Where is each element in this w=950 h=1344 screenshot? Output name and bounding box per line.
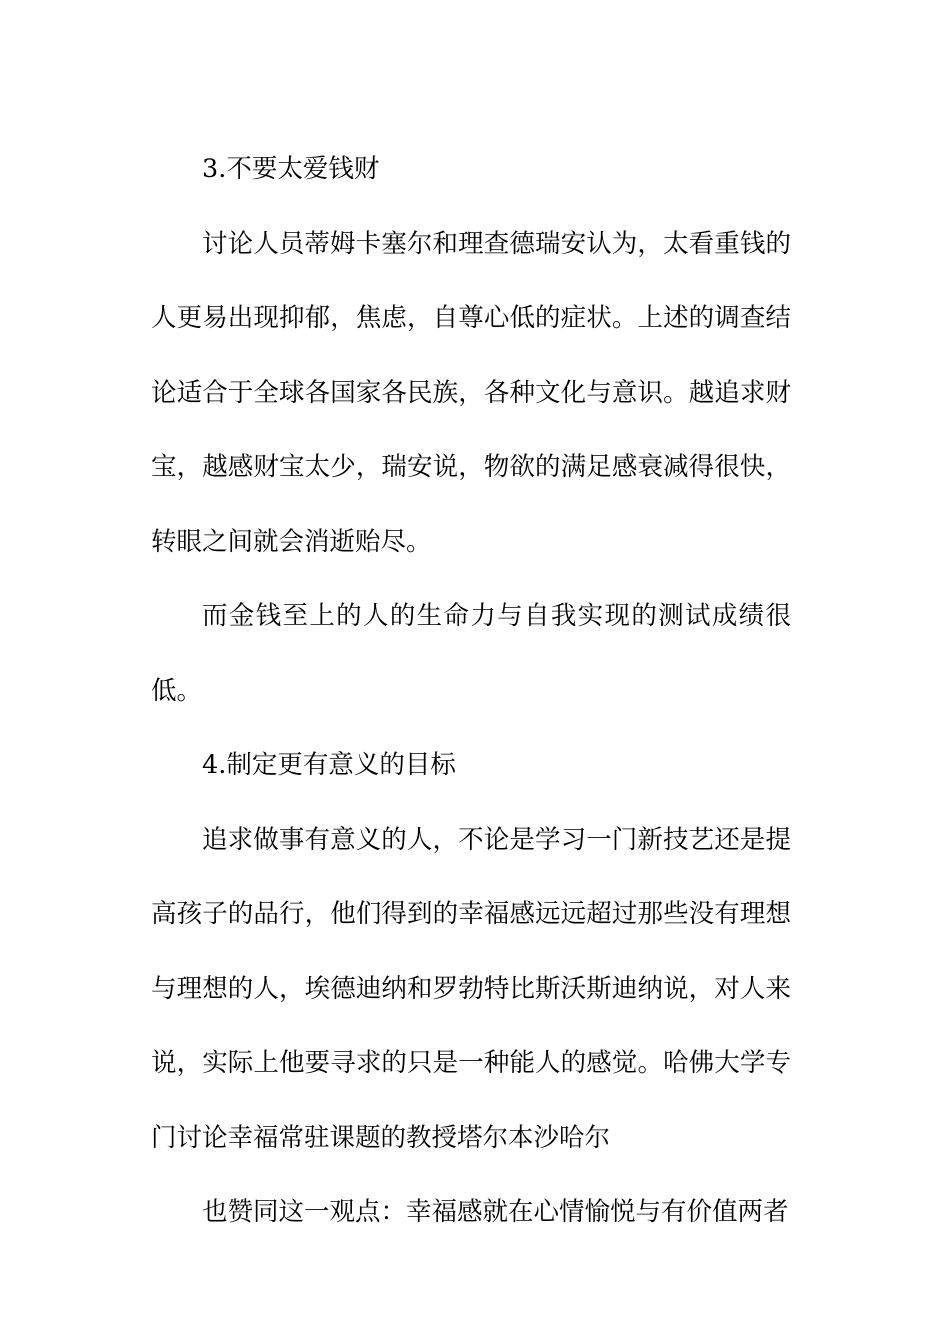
document-body — [151, 132, 791, 1250]
paragraph-money-research: 讨论人员蒂姆卡塞尔和理查德瑞安认为，太看重钱的人更易出现抑郁，焦虑，自尊心低的症状。上述的调查结论适合于全球各国家各民族，各种文化与意识。越追求财宝，越感财宝太少，瑞安说，物欲的满足感衰减得很快，转眼之间就会消逝贻尽。 — [151, 228, 791, 557]
section-heading-4: 4.制定更有意义的目标 — [202, 750, 456, 780]
paragraph-money-vitality: 而金钱至上的人的生命力与自我实现的测试成绩很低。 — [151, 601, 791, 706]
section-heading-3: 3.不要太爱钱财 — [202, 154, 380, 184]
paragraph-agreement: 也赞同这一观点：幸福感就在心情愉悦与有价值两者 — [202, 1197, 789, 1227]
paragraph-meaningful-goals: 追求做事有意义的人，不论是学习一门新技艺还是提高孩子的品行，他们得到的幸福感远远超过那些没有理想与理想的人，埃德迪纳和罗勃特比斯沃斯迪纳说，对人来说，实际上他要寻求的只是一种能人的感觉。哈佛大学专门讨论幸福常驻课题的教授塔尔本沙哈尔 — [151, 824, 791, 1153]
